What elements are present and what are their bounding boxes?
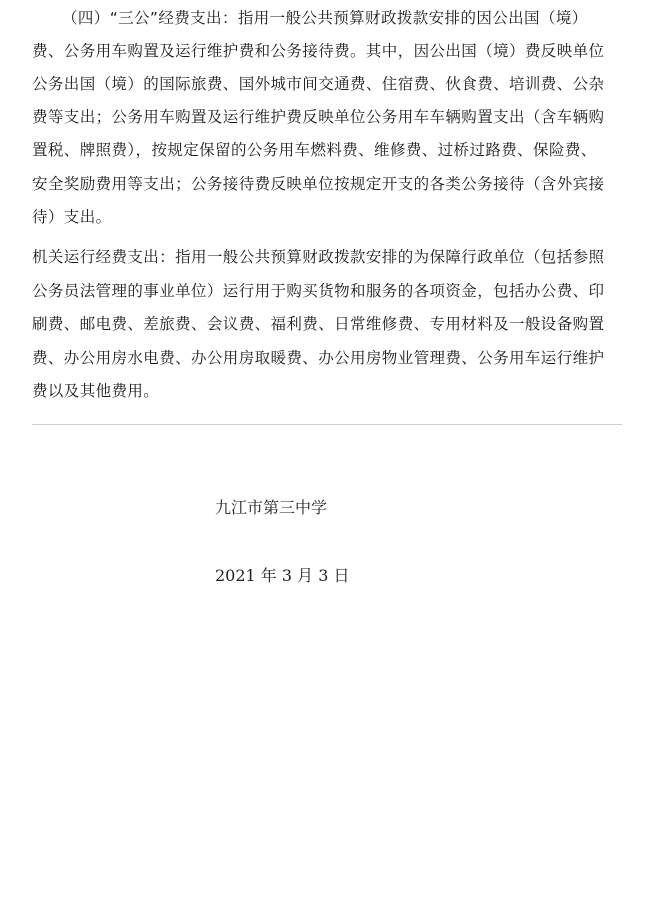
signature-organization: 九江市第三中学	[215, 498, 328, 517]
paragraph-line: 费、公务用车购置及运行维护费和公务接待费。其中，因公出国（境）费反映单位	[32, 42, 605, 60]
paragraph-line: 机关运行经费支出：指用一般公共预算财政拨款安排的为保障行政单位（包括参照	[32, 248, 605, 266]
paragraph-line: 费、办公用房水电费、办公用房取暖费、办公用房物业管理费、公务用车运行维护	[32, 349, 605, 367]
paragraph-line: 公务员法管理的事业单位）运行用于购买货物和服务的各项资金，包括办公费、印	[32, 282, 605, 300]
paragraph-line: 公务出国（境）的国际旅费、国外城市间交通费、住宿费、伙食费、培训费、公杂	[32, 75, 605, 93]
paragraph-line: 刷费、邮电费、差旅费、会议费、福利费、日常维修费、专用材料及一般设备购置	[32, 315, 605, 333]
paragraph-line: 置税、牌照费），按规定保留的公务用车燃料费、维修费、过桥过路费、保险费、	[32, 141, 597, 159]
paragraph-line: 待）支出。	[32, 208, 112, 226]
paragraph-line: 费以及其他费用。	[32, 382, 160, 400]
section-divider	[32, 424, 622, 425]
paragraph-line: 费等支出；公务用车购置及运行维护费反映单位公务用车车辆购置支出（含车辆购	[32, 108, 605, 126]
signature-date: 2021 年 3 月 3 日	[215, 566, 350, 585]
paragraph-line: （四）“三公”经费支出：指用一般公共预算财政拨款安排的因公出国（境）	[62, 9, 588, 27]
paragraph-line: 安全奖励费用等支出；公务接待费反映单位按规定开支的各类公务接待（含外宾接	[32, 175, 605, 193]
